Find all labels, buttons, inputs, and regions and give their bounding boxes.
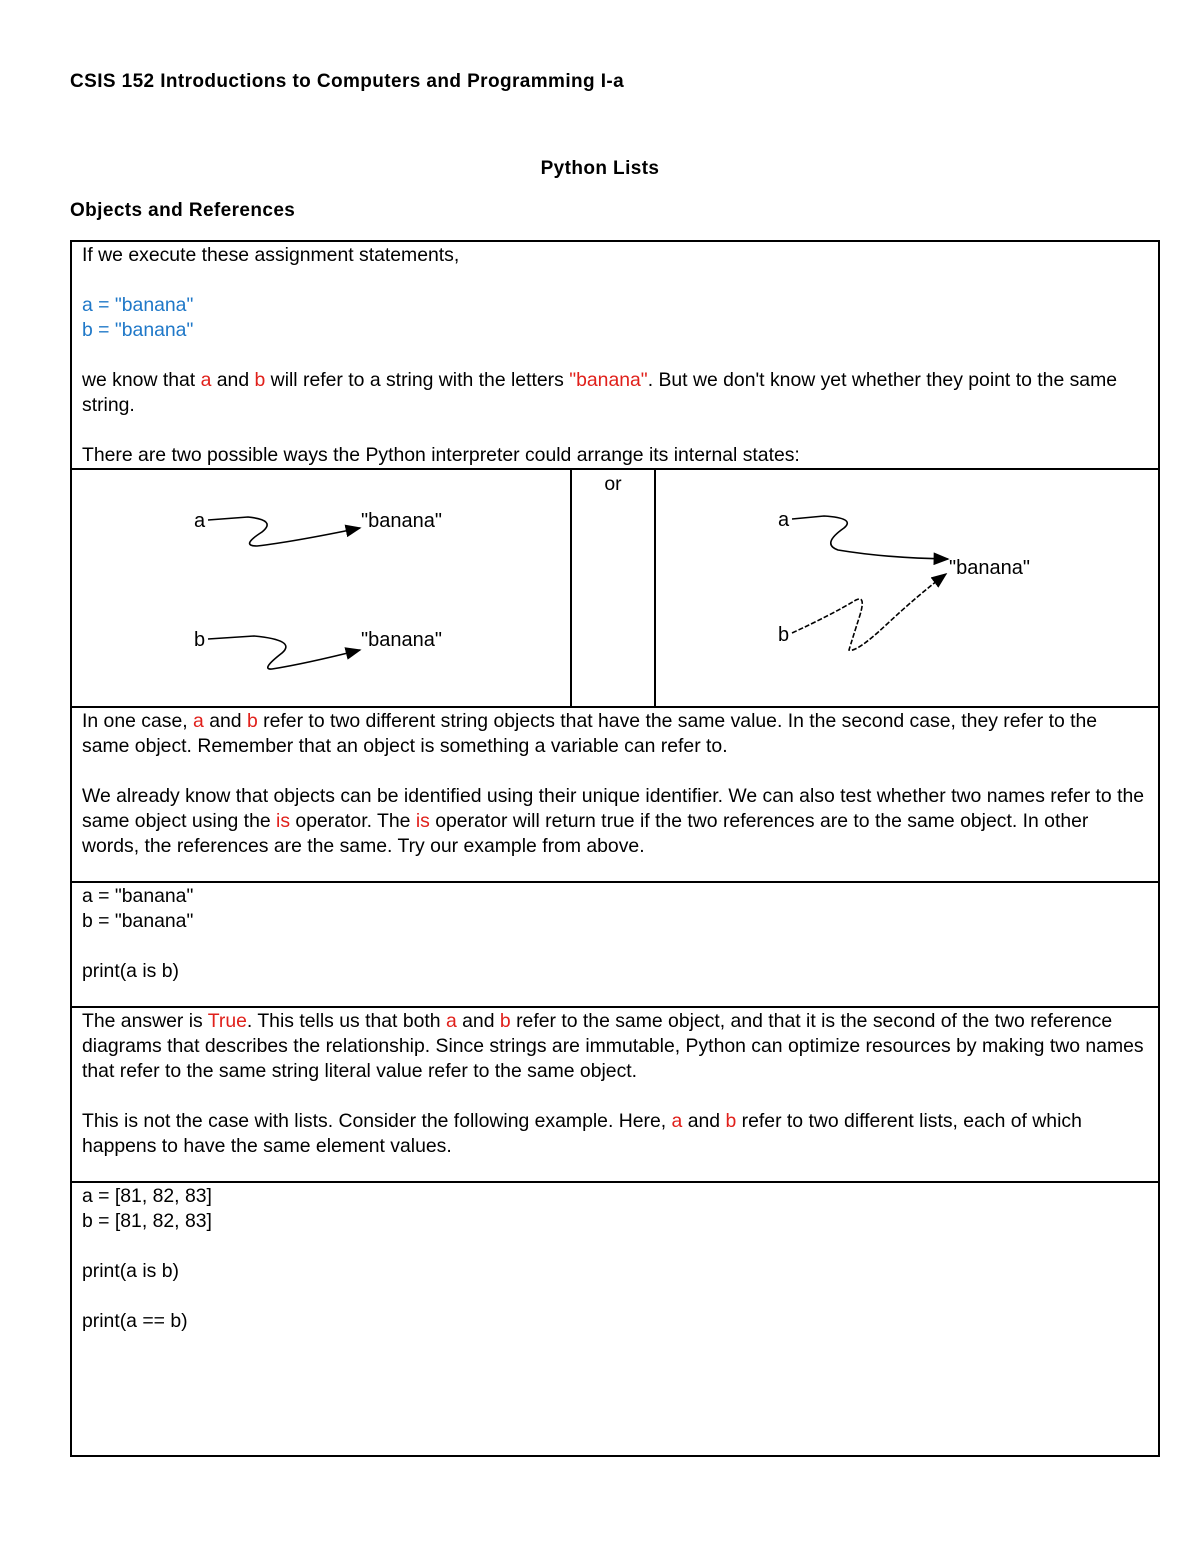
or-cell <box>571 469 655 707</box>
true-value: True <box>207 1010 247 1032</box>
shared-object-diagram <box>656 470 1156 706</box>
answer-cell <box>71 1007 1159 1182</box>
code-line: print(a == b) <box>82 1310 188 1332</box>
explanation-paragraph-2: We already know that objects can be identified using their unique identifier. We can also test whether two names refer to the same object using the is operator. The is operator will return true if the two references are to the same object. In other words, the references are the same. Try our example from above. <box>82 785 1145 857</box>
intro-cell <box>71 241 1159 469</box>
code-block-1 <box>82 884 1148 934</box>
var-b: b <box>725 1110 737 1132</box>
code-block-2 <box>82 1184 1148 1234</box>
diagram-separate-objects <box>71 469 571 707</box>
page-title: Python Lists <box>540 158 660 179</box>
answer-paragraph-1: The answer is True. This tells us that both a and b refer to the same object, and that it is the second of the two reference diagrams that describes the relationship. Since strings are immutable, Python can optimize resources by making two names that refer to the same string literal value refer to the same object. <box>82 1010 1144 1082</box>
code-row-2 <box>71 1182 1159 1456</box>
diagram-left-banana-2: "banana" <box>361 629 442 651</box>
code-line: a = "banana" <box>82 885 194 907</box>
diagram-right-b-label: b <box>778 624 790 646</box>
arrow-b-to-banana-2 <box>208 636 360 669</box>
diagram-shared-object <box>655 469 1159 707</box>
diagram-left-banana-1: "banana" <box>361 510 442 532</box>
separate-objects-diagram <box>72 470 568 706</box>
code-line: b = [81, 82, 83] <box>82 1210 212 1232</box>
code-line-a: a = "banana" <box>82 294 194 316</box>
intro-line: If we execute these assignment statements, <box>82 244 460 266</box>
or-label: or <box>604 473 622 495</box>
code-line: a = [81, 82, 83] <box>82 1185 212 1207</box>
diagram-row <box>71 469 1159 707</box>
var-b: b <box>254 369 266 391</box>
intro-row <box>71 241 1159 469</box>
code-line: print(a is b) <box>82 1260 179 1282</box>
var-a: a <box>193 710 204 732</box>
is-keyword: is <box>415 810 430 832</box>
course-title: CSIS 152 Introductions to Computers and Programming I-a <box>70 71 625 92</box>
code-cell-2 <box>71 1182 1159 1456</box>
diagram-right-a-label: a <box>778 509 790 531</box>
arrow-a-to-shared-banana <box>792 516 948 559</box>
code-cell-1 <box>71 882 1159 1007</box>
var-a: a <box>445 1010 457 1032</box>
code-line-b: b = "banana" <box>82 319 194 341</box>
arrow-b-to-shared-banana <box>792 574 946 650</box>
is-keyword: is <box>276 810 291 832</box>
section-heading: Objects and References <box>70 200 296 221</box>
explanation-row <box>71 707 1159 882</box>
banana-literal: "banana" <box>569 369 648 391</box>
code-line: print(a is b) <box>82 960 179 982</box>
diagram-right-banana: "banana" <box>949 557 1030 579</box>
answer-row <box>71 1007 1159 1182</box>
answer-paragraph-2: This is not the case with lists. Consider the following example. Here, a and b refer to two different lists, each of which happens to have the same element values. <box>82 1110 1082 1157</box>
intro-code <box>82 293 1148 343</box>
explanation-cell <box>71 707 1159 882</box>
var-b: b <box>499 1010 511 1032</box>
explanation-paragraph-1: In one case, a and b refer to two different string objects that have the same value. In the second case, they refer to the same object. Remember that an object is something a variable can refer to. <box>82 710 1098 757</box>
diagram-left-b-label: b <box>194 629 206 651</box>
code-row-1 <box>71 882 1159 1007</box>
var-a: a <box>200 369 212 391</box>
diagram-left-a-label: a <box>194 510 206 532</box>
intro-possibilities: There are two possible ways the Python interpreter could arrange its internal states: <box>82 444 800 466</box>
var-a: a <box>671 1110 683 1132</box>
var-b: b <box>246 710 258 732</box>
code-line: b = "banana" <box>82 910 194 932</box>
arrow-a-to-banana-1 <box>208 517 360 546</box>
content-table <box>70 240 1160 1457</box>
intro-paragraph: we know that a and b will refer to a string with the letters "banana". But we don't know yet whether they point to the same string. <box>82 369 1118 416</box>
